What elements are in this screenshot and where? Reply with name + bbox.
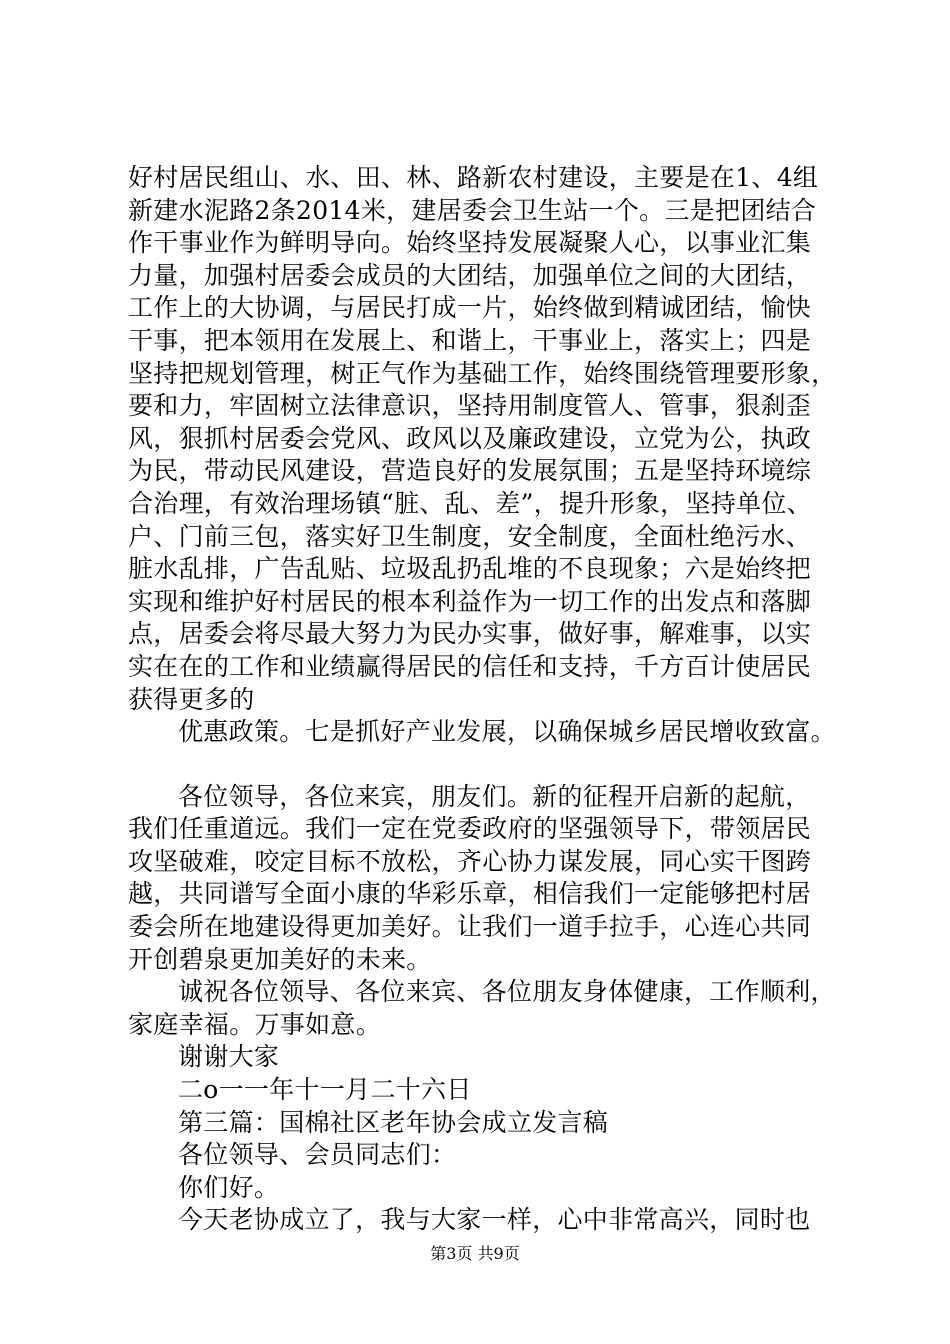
text-line: 点，居委会将尽最大努力为民办实事，做好事，解难事，以实 — [128, 619, 812, 649]
text-line: 我们任重道远。我们一定在党委政府的坚强领导下，带领居民 — [128, 814, 812, 844]
text-line: 作干事业作为鲜明导向。始终坚持发展凝聚人心，以事业汇集 — [128, 228, 812, 258]
text-line: 新建水泥路2条2014米，建居委会卫生站一个。三是把团结合 — [128, 195, 817, 225]
text-line: 今天老协成立了，我与大家一样，心中非常高兴，同时也 — [178, 1205, 811, 1235]
text-line: 实在在的工作和业绩赢得居民的信任和支持，千方百计使居民 — [128, 651, 812, 681]
text-line: 开创碧泉更加美好的未来。 — [128, 944, 432, 974]
text-line: 合治理，有效治理场镇“脏、乱、差”，提升形象，坚持单位、 — [128, 488, 812, 518]
text-line: 你们好。 — [178, 1172, 280, 1202]
text-line: 力量，加强村居委会成员的大团结，加强单位之间的大团结， — [128, 260, 812, 290]
text-line: 坚持把规划管理，树正气作为基础工作，始终围绕管理要形象， — [128, 358, 837, 388]
text-line: 二o一一年十一月二十六日 — [178, 1075, 472, 1105]
text-line: 谢谢大家 — [178, 1042, 280, 1072]
text-line: 攻坚破难，咬定目标不放松，齐心协力谋发展，同心实干图跨 — [128, 846, 812, 876]
text-line: 获得更多的 — [128, 684, 255, 714]
page-number-footer: 第3页 共9页 — [430, 1244, 520, 1263]
text-line: 脏水乱排，广告乱贴、垃圾乱扔乱堆的不良现象；六是始终把 — [128, 554, 812, 584]
text-line: 越，共同谱写全面小康的华彩乐章，相信我们一定能够把村居 — [128, 879, 812, 909]
text-line: 各位领导，各位来宾，朋友们。新的征程开启新的起航， — [178, 781, 811, 811]
text-line: 为民，带动民风建设，营造良好的发展氛围；五是坚持环境综 — [128, 456, 812, 486]
text-line: 诚祝各位领导、各位来宾、各位朋友身体健康，工作顺利， — [178, 977, 836, 1007]
text-line: 委会所在地建设得更加美好。让我们一道手拉手，心连心共同 — [128, 912, 812, 942]
text-line: 实现和维护好村居民的根本利益作为一切工作的出发点和落脚 — [128, 586, 812, 616]
text-line: 户、门前三包，落实好卫生制度，安全制度，全面杜绝污水、 — [128, 521, 812, 551]
text-line: 各位领导、会员同志们： — [178, 1140, 457, 1170]
text-line: 干事，把本领用在发展上、和谐上，干事业上，落实上；四是 — [128, 325, 812, 355]
text-line: 要和力，牢固树立法律意识，坚持用制度管人、管事，狠刹歪 — [128, 391, 812, 421]
text-line: 家庭幸福。万事如意。 — [128, 1009, 382, 1039]
text-line: 好村居民组山、水、田、林、路新农村建设，主要是在1、4组 — [128, 163, 819, 192]
text-line: 优惠政策。七是抓好产业发展，以确保城乡居民增收致富。 — [178, 717, 836, 747]
document-body — [128, 162, 848, 1237]
section-heading: 第三篇：国棉社区老年协会成立发言稿 — [178, 1107, 609, 1137]
paragraph-gap — [128, 749, 848, 781]
text-line: 风，狠抓村居委会党风、政风以及廉政建设，立党为公，执政 — [128, 423, 812, 453]
text-line: 工作上的大协调，与居民打成一片，始终做到精诚团结，愉快 — [128, 293, 812, 323]
